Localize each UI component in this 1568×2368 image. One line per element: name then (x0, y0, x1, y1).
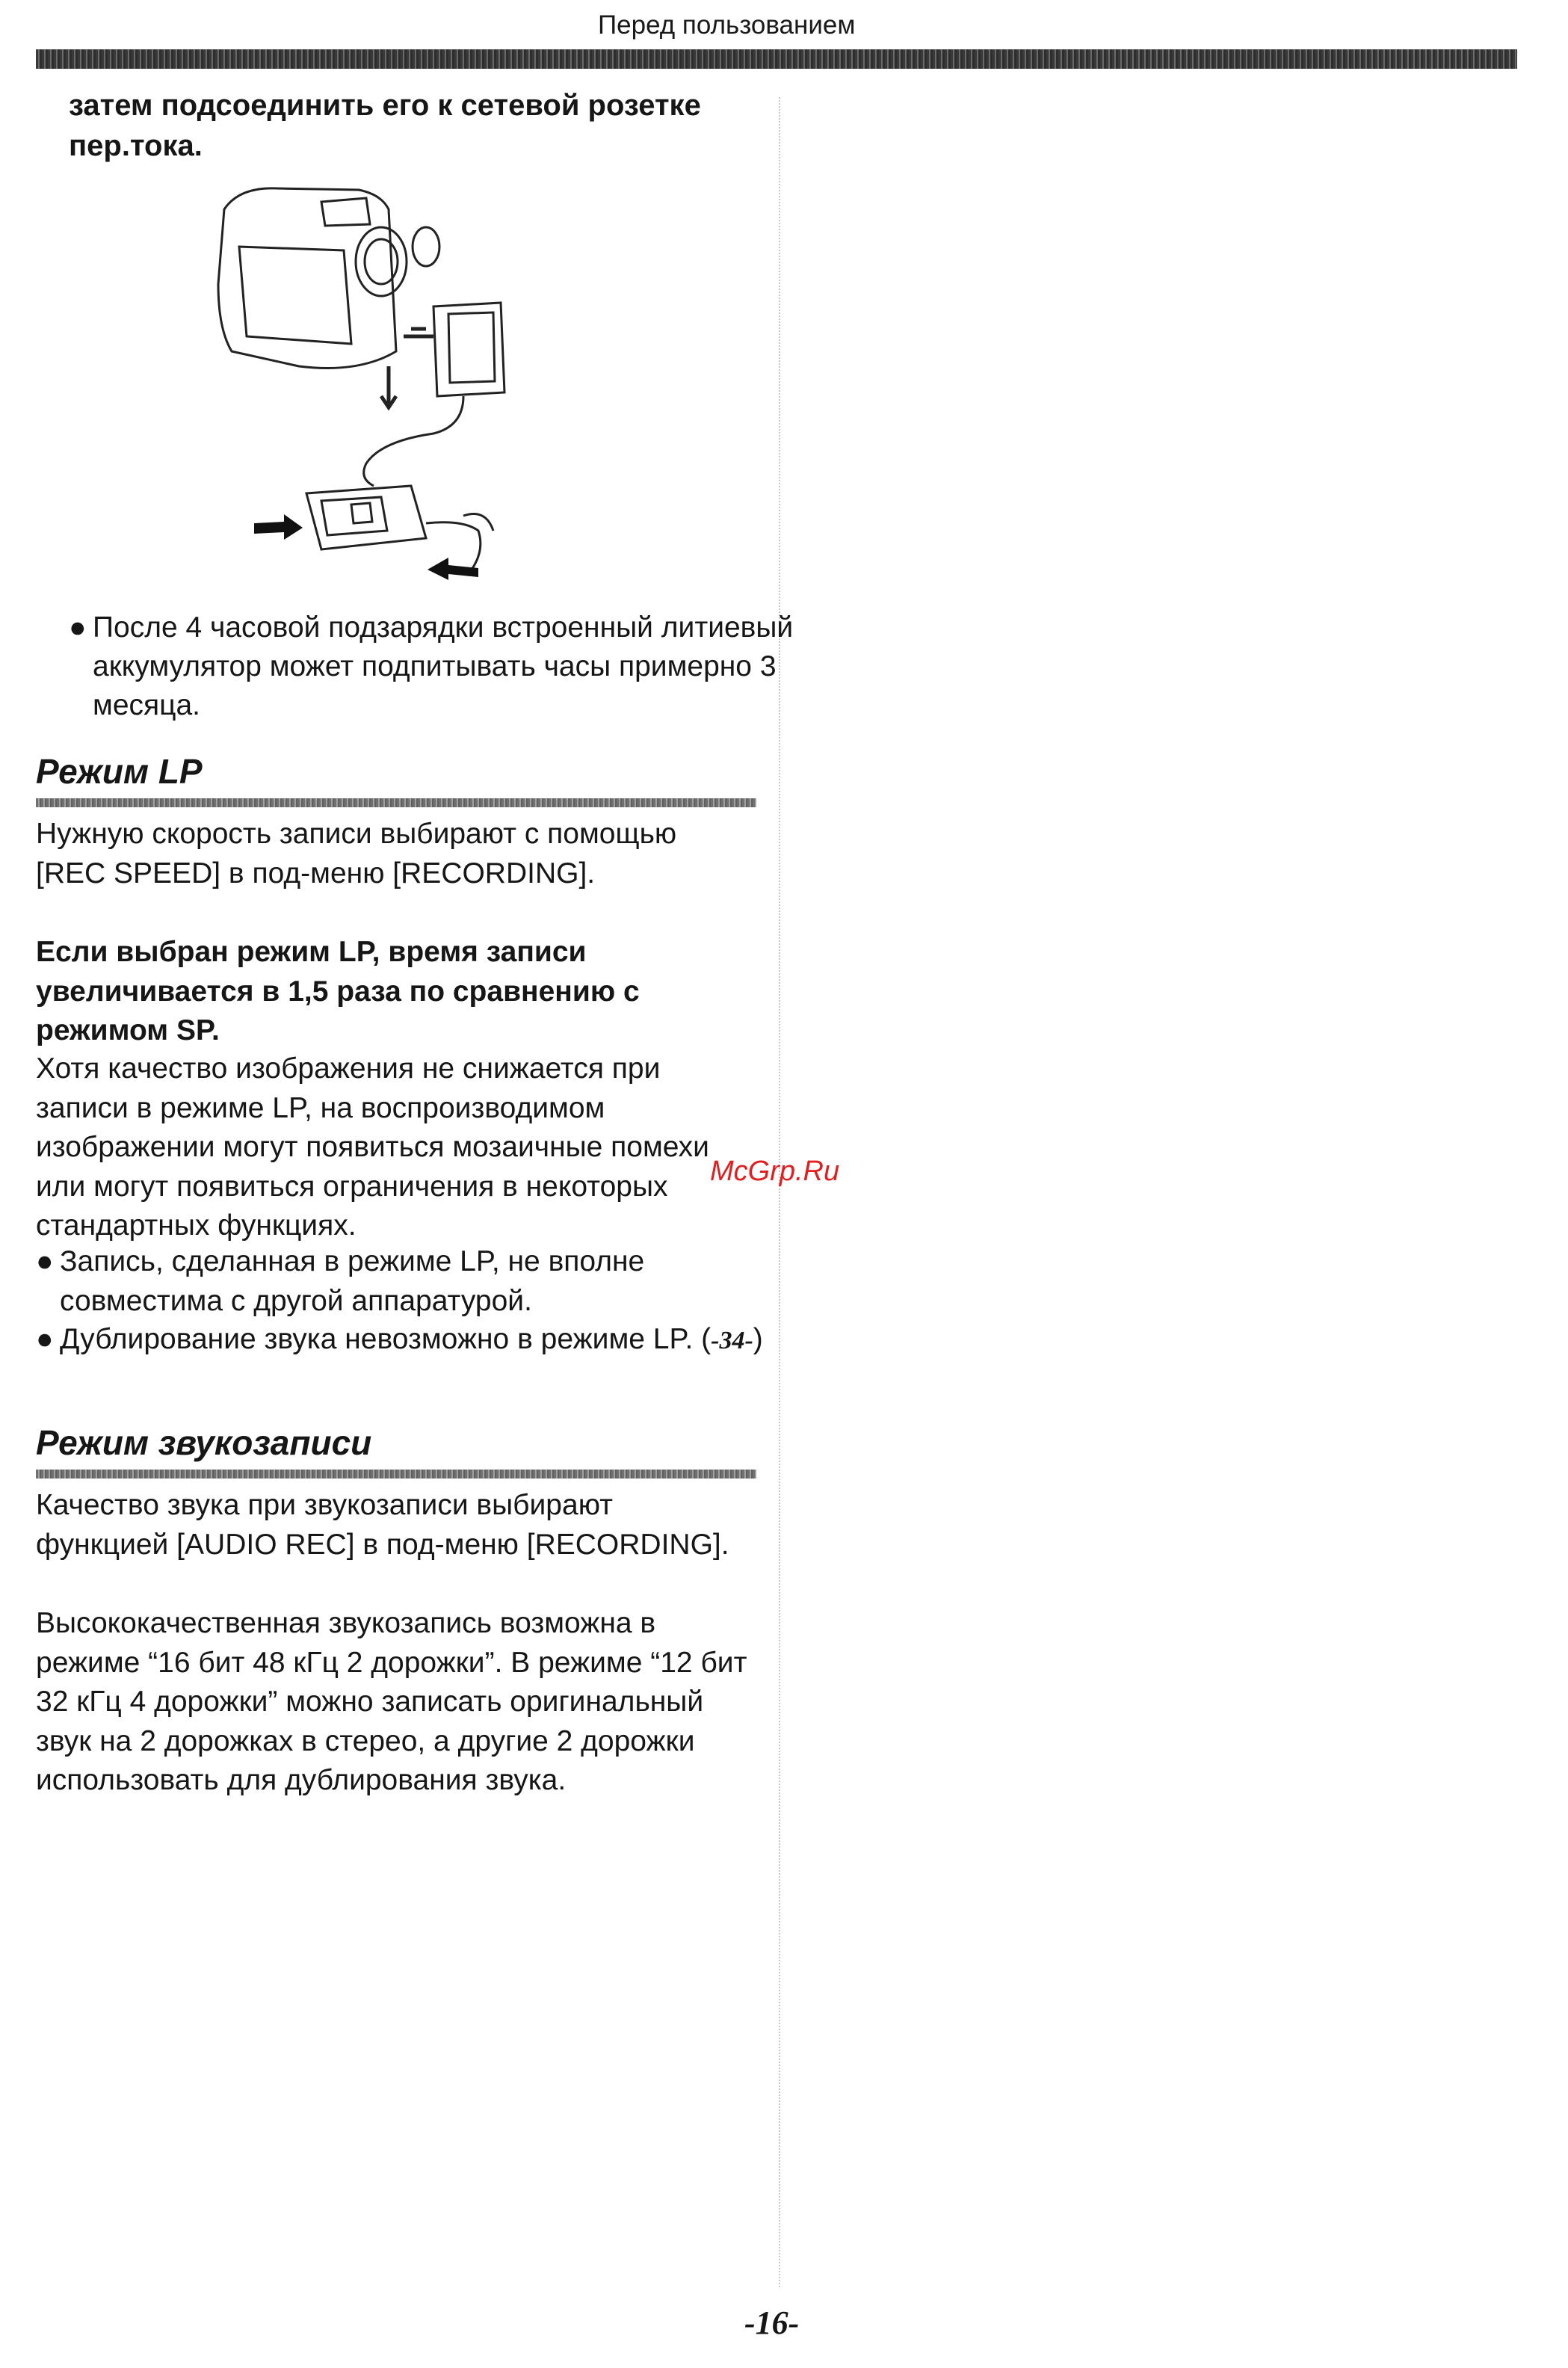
section-heading-audio: Режим звукозаписи (36, 1423, 372, 1462)
lp-paragraph-1: Нужную скорость записи выбирают с помощью [REC SPEED] в под-меню [RECORDING]. (36, 818, 677, 889)
section-rule-lp (36, 798, 756, 807)
watermark: McGrp.Ru (710, 1156, 840, 1187)
lp-bullet-2-suffix: ) (753, 1323, 763, 1355)
bullet-marker: ● (36, 1245, 54, 1277)
lp-paragraph-2-bold: Если выбран режим LP, время записи увеличивается в 1,5 раза по сравнению с режимом SP. (36, 936, 640, 1046)
intro-bold-text: затем подсоединить его к сетевой розетке пер.тока. (69, 89, 701, 162)
bullet-marker: ● (69, 611, 87, 644)
audio-paragraph-1: Качество звука при звукозаписи выбирают функцией [AUDIO REC] в под-меню [RECORDING]. (36, 1489, 729, 1561)
section-rule-audio (36, 1470, 756, 1479)
section-heading-lp: Режим LP (36, 752, 203, 791)
header-rule (36, 49, 1517, 69)
lp-bullet-2-text: Дублирование звука невозможно в режиме LP. ( (60, 1323, 712, 1355)
header-title: Перед пользованием (598, 10, 856, 40)
page-reference: -34- (711, 1327, 753, 1354)
bullet-marker: ● (36, 1323, 54, 1355)
note-bullet-item (69, 608, 795, 725)
column-divider (779, 97, 780, 2287)
camcorder-ac-adaptor-illustration (209, 179, 553, 598)
note-text: После 4 часовой подзарядки встроенный литиевый аккумулятор может подпитывать часы примерно 3 месяца. (93, 611, 794, 721)
lp-bullet-2 (36, 1320, 777, 1361)
page-number: -16- (744, 2304, 800, 2341)
lp-bullet-1-text: Запись, сделанная в режиме LP, не вполне совместима с другой аппаратурой. (60, 1245, 645, 1317)
lp-paragraph-3: Хотя качество изображения не снижается при записи в режиме LP, на воспроизводимом изображении могут появиться мозаичные помехи или могут появиться ограничения в некоторых стандартных функциях. (36, 1052, 709, 1242)
lp-bullet-1 (36, 1242, 777, 1321)
audio-paragraph-2: Высококачественная звукозапись возможна в режиме “16 бит 48 кГц 2 дорожки”. В режиме “12 бит 32 кГц 4 дорожки” можно записать оригинальный звук на 2 дорожках в стерео, а другие 2 дорожки использовать для дублирования звука. (36, 1607, 747, 1796)
